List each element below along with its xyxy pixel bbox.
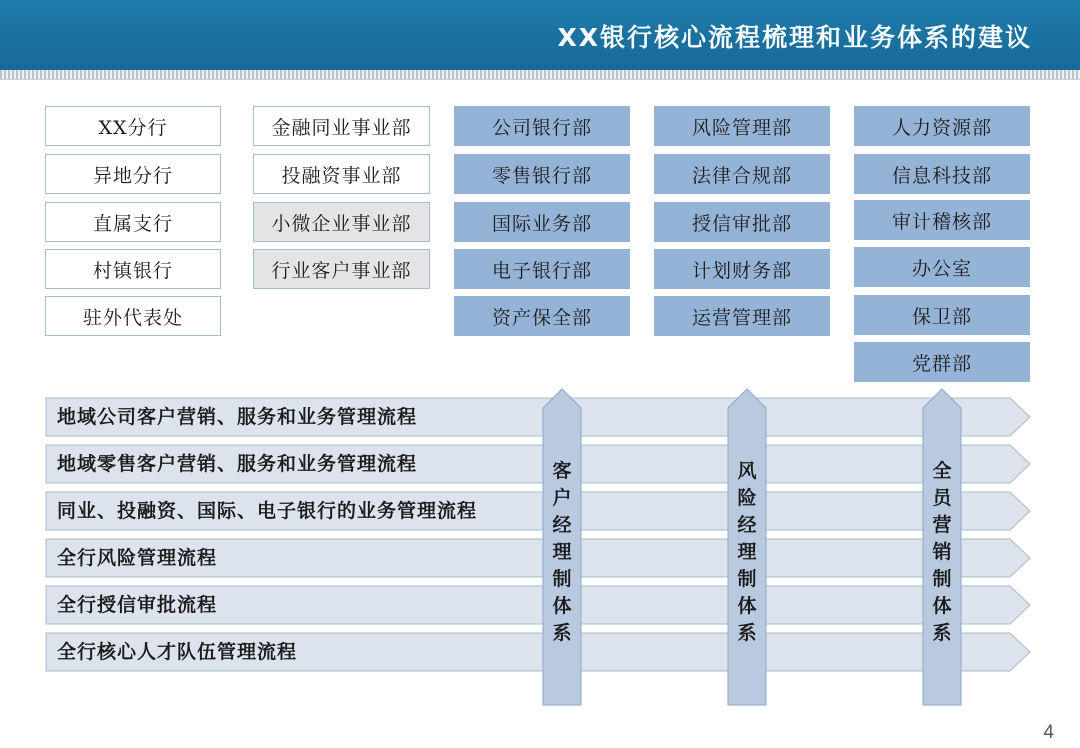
process-arrow bbox=[45, 585, 1031, 625]
org-box-branch: 驻外代表处 bbox=[45, 296, 221, 336]
process-label: 地域零售客户营销、服务和业务管理流程 bbox=[57, 453, 418, 475]
org-box-business-unit: 行业客户事业部 bbox=[253, 249, 430, 289]
process-label: 全行核心人才队伍管理流程 bbox=[57, 641, 298, 663]
page-number: 4 bbox=[1043, 722, 1054, 743]
process-arrow bbox=[45, 397, 1031, 437]
header-bar bbox=[0, 0, 1080, 70]
org-box-department: 授信审批部 bbox=[654, 202, 830, 242]
org-box-department: 计划财务部 bbox=[654, 249, 830, 289]
org-box-department: 保卫部 bbox=[854, 295, 1030, 335]
org-box-department: 电子银行部 bbox=[454, 249, 630, 289]
process-arrow bbox=[45, 538, 1031, 578]
org-box-department: 法律合规部 bbox=[654, 154, 830, 194]
org-box-department: 国际业务部 bbox=[454, 202, 630, 242]
org-box-department: 资产保全部 bbox=[454, 296, 630, 336]
process-label: 全行风险管理流程 bbox=[57, 547, 218, 569]
system-arrow bbox=[542, 388, 582, 706]
org-box-department: 运营管理部 bbox=[654, 296, 830, 336]
process-label: 地域公司客户营销、服务和业务管理流程 bbox=[57, 406, 418, 428]
org-box-department: 风险管理部 bbox=[654, 106, 830, 146]
org-box-department: 公司银行部 bbox=[454, 106, 630, 146]
system-label: 客户经理制体系 bbox=[552, 460, 572, 644]
org-box-department: 办公室 bbox=[854, 247, 1030, 287]
system-label: 风险经理制体系 bbox=[737, 460, 757, 644]
org-box-branch: XX分行 bbox=[45, 106, 221, 146]
org-box-department: 审计稽核部 bbox=[854, 200, 1030, 240]
slide-title: XX银行核心流程梳理和业务体系的建议 bbox=[557, 23, 1032, 52]
org-box-department: 零售银行部 bbox=[454, 154, 630, 194]
process-label: 同业、投融资、国际、电子银行的业务管理流程 bbox=[57, 500, 478, 522]
org-box-branch: 异地分行 bbox=[45, 154, 221, 194]
system-arrow bbox=[727, 388, 767, 706]
org-box-branch: 村镇银行 bbox=[45, 249, 221, 289]
org-box-business-unit: 投融资事业部 bbox=[253, 154, 430, 194]
org-box-branch: 直属支行 bbox=[45, 202, 221, 242]
system-arrow bbox=[922, 388, 962, 706]
decorative-band bbox=[0, 70, 1080, 80]
org-box-business-unit: 小微企业事业部 bbox=[253, 202, 430, 242]
process-arrow bbox=[45, 444, 1031, 484]
process-label: 全行授信审批流程 bbox=[57, 594, 218, 616]
org-box-department: 人力资源部 bbox=[854, 106, 1030, 146]
org-box-department: 党群部 bbox=[854, 342, 1030, 382]
org-box-business-unit: 金融同业事业部 bbox=[253, 106, 430, 146]
org-box-department: 信息科技部 bbox=[854, 154, 1030, 194]
process-arrow bbox=[45, 632, 1031, 672]
process-arrow bbox=[45, 491, 1031, 531]
system-label: 全员营销制体系 bbox=[932, 460, 952, 644]
